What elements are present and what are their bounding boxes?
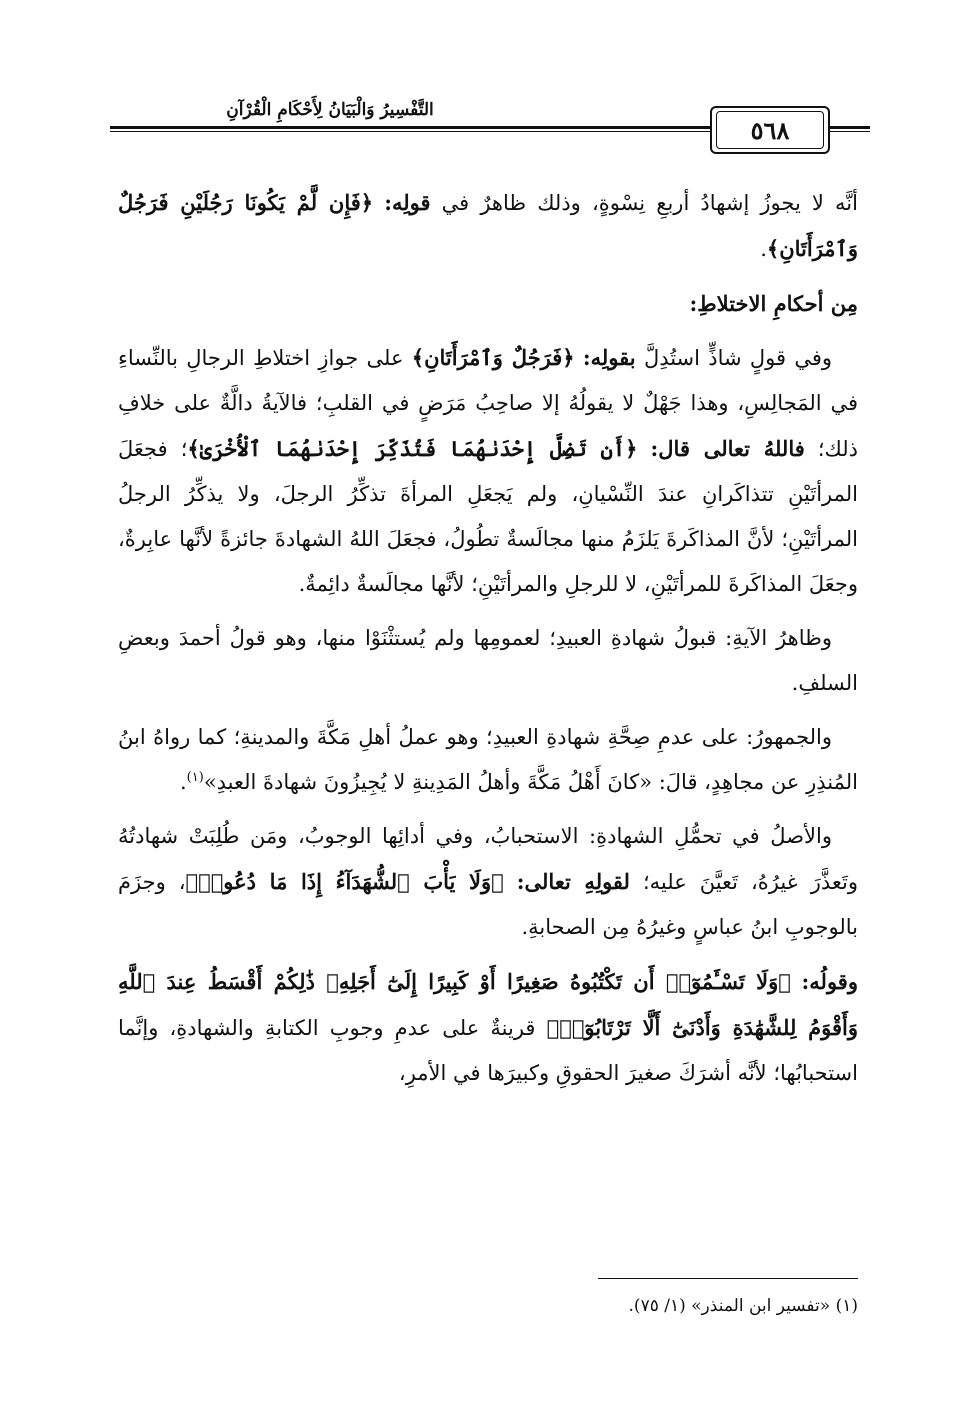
paragraph-text: على جوازِ اختلاطِ الرجالِ بالنِّساءِ في المَجالِسِ، وهذا جَهْلٌ لا يقولُهُ إلا صاحِبُ مَرَضٍ في القلبِ؛ فالآيةُ دالَّةٌ على خلافِ ذلك؛ xyxy=(118,346,858,461)
body-text xyxy=(118,180,858,1105)
bold-text: فاللهُ تعالى قال: xyxy=(650,436,805,461)
paragraph-text: والأصلُ في تحمُّلِ الشهادةِ: الاستحبابُ، وفي أدائِها الوجوبُ، ومَن طُلِبَتْ شهادتُهُ وتَعذَّرَ غيرُهُ، تَعيَّنَ عليه؛ xyxy=(118,824,858,894)
paragraph-text: ، وجزَمَ بالوجوبِ ابنُ عباسٍ وغيرُهُ مِن الصحابةِ. xyxy=(118,870,858,939)
paragraph-text: والجمهورُ: على عدمِ صِحَّةِ شهادةِ العبيدِ؛ وهو عملُ أهلِ مَكَّةَ والمدينةِ؛ كما رواهُ ابنُ المُنذِرِ عن مجاهِدٍ، قالَ: «كانَ أَهْلُ مَكَّةَ وأهلُ المَدِينةِ لا يُجِيزُونَ شهادةَ العبدِ» xyxy=(118,725,858,794)
running-title: التَّفْسِيرُ وَالْبَيَانُ لِأَحْكَامِ الْقُرْآنِ xyxy=(226,100,434,120)
paragraph xyxy=(118,959,858,1096)
bold-text: قولِه: xyxy=(384,190,431,215)
footnote-divider xyxy=(598,1278,858,1279)
footnote xyxy=(118,1292,858,1320)
quran-verse: ﴿فَإِن لَّمْ يَكُونَا رَجُلَيْنِ فَرَجُلٌ وَٱمْرَأَتَانِ﴾ xyxy=(118,190,858,261)
bold-text: وقولُه: xyxy=(801,969,858,994)
bold-text: بقولِه: xyxy=(582,345,636,370)
punctuation: . xyxy=(179,770,187,794)
section-heading: مِن أحكامِ الاختلاطِ: xyxy=(689,291,858,316)
bold-text: لقولِهِ تعالى: xyxy=(516,869,630,894)
paragraph-text: قرينةٌ على عدمِ وجوبِ الكتابةِ والشهادةِ، وإنَّما استحبابُها؛ لأنَّه أشرَكَ صغيرَ الحقوقِ وكبيرَها في الأمرِ، xyxy=(118,1016,858,1085)
footnote-text: «تفسير ابن المنذر» (١/ ٧٥). xyxy=(628,1296,831,1316)
quran-verse: ﴿وَلَا يَأْبَ ٱلشُّهَدَآءُ إِذَا مَا دُعُوا۟﴾ xyxy=(185,869,504,894)
paragraph xyxy=(118,814,858,950)
quran-verse: ﴿أَن تَضِلَّ إِحْدَىٰهُمَا فَتُذَكِّرَ إِحْدَىٰهُمَا ٱلْأُخْرَىٰ﴾ xyxy=(187,436,638,461)
paragraph xyxy=(118,180,858,272)
page-number-frame xyxy=(710,106,830,154)
page-number: ٥٦٨ xyxy=(716,111,824,149)
paragraph xyxy=(118,715,858,805)
footnote-marker[interactable]: (١) xyxy=(186,770,204,785)
punctuation: . xyxy=(760,237,767,261)
paragraph-text: أنَّه لا يجوزُ إشهادُ أربعِ نِسْوةٍ، وذلك ظاهرٌ في xyxy=(441,191,858,215)
footnote-number: (١) xyxy=(835,1296,858,1316)
paragraph: وظاهرُ الآيةِ: قبولُ شهادةِ العبيدِ؛ لعمومِها ولم يُستثْنَوْا منها، وهو قولُ أحمدَ وبعضِ السلفِ. xyxy=(118,626,858,695)
paragraph xyxy=(118,335,858,607)
paragraph-text: ؛ فجعَلَ المرأتَيْنِ تتذاكَرانِ عندَ النِّسْيانِ، ولم يَجعَلِ المرأةَ تذكِّرُ الرجلَ، ولا يذكِّرُ الرجلُ المرأتَيْنِ؛ لأنَّ المذاكَرةَ يَلزَمُ منها مجالَسةٌ تطُولُ، فجعَلَ اللهُ الشهادةَ جائزةً لأنَّها عابِرةٌ، وجعَلَ المذاكَرةَ للمرأتَيْنِ، لا للرجلِ والمرأتَيْنِ؛ لأنَّها مجالَسةٌ دائِمةٌ. xyxy=(118,437,858,596)
page-header xyxy=(110,100,870,160)
quran-verse: ﴿وَلَا تَسْـَٔمُوٓا۟ أَن تَكْتُبُوهُ صَغِيرًا أَوْ كَبِيرًا إِلَىٰٓ أَجَلِهِۦ ذَٰلِكُمْ أَقْسَطُ عِندَ ٱللَّهِ وَأَقْوَمُ لِلشَّهَٰدَةِ وَأَدْنَىٰٓ أَلَّا تَرْتَابُوٓا۟﴾ xyxy=(118,969,859,1040)
paragraph-text: وفي قولٍ شاذٍّ استُدِلَّ xyxy=(643,346,833,370)
quran-verse: ﴿فَرَجُلٌ وَٱمْرَأَتَانِ﴾ xyxy=(411,345,575,370)
